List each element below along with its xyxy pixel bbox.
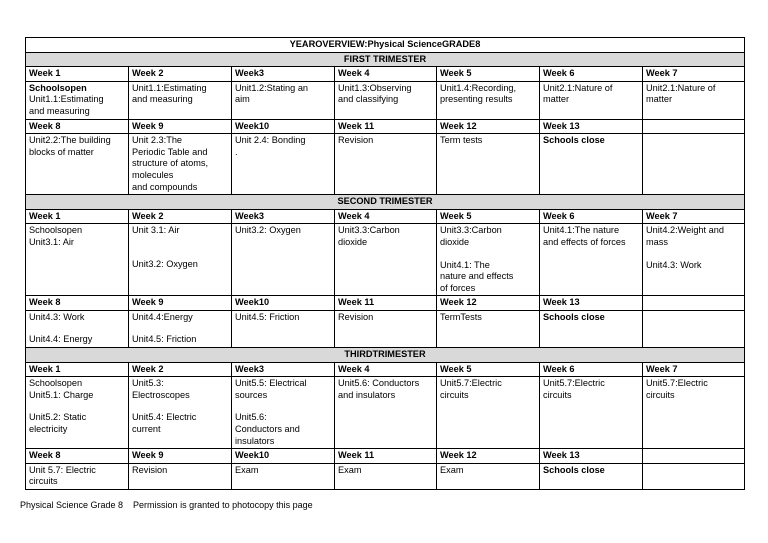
cell-line: structure of atoms, (132, 158, 209, 169)
cell-line: Unit 3.1: Air (132, 225, 180, 236)
cell-spacer (646, 249, 741, 260)
cell-line: Electroscopes (132, 389, 190, 400)
cell-line: Unit5.6: Conductors (338, 378, 420, 389)
cell-line: Schoolsopen (29, 378, 83, 389)
cell-line: Unit2.1:Nature of (543, 82, 613, 93)
week-header: Week 8 (26, 119, 129, 134)
week-header (643, 296, 745, 311)
week-header: Week10 (232, 119, 335, 134)
week-cell (232, 377, 335, 449)
cell-line: TermTests (440, 311, 482, 322)
week-cell (232, 224, 335, 296)
cell-line: Unit4.5: Friction (132, 334, 197, 345)
cell-line: Unit2.1:Nature of (646, 82, 716, 93)
cell-line: Exam (440, 464, 464, 475)
week-header: Week10 (232, 449, 335, 464)
cell-line: insulators (235, 435, 275, 446)
week-cell (129, 81, 232, 119)
cell-line: Unit5.7:Electric (543, 378, 605, 389)
week-cell (437, 377, 540, 449)
cell-line: Unit5.3: (132, 378, 164, 389)
cell-line: dioxide (440, 236, 470, 247)
week-header: Week 2 (129, 67, 232, 82)
cell-line: Unit3.1: Air (29, 236, 74, 247)
week-cell (643, 224, 745, 296)
cell-line: Unit4.2:Weight and (646, 225, 724, 236)
cell-line: Unit5.5: Electrical (235, 378, 307, 389)
cell-line: and classifying (338, 94, 399, 105)
week-cell (26, 224, 129, 296)
week-header: Week 12 (437, 119, 540, 134)
week-cell (643, 377, 745, 449)
week-cell (643, 463, 745, 489)
week-cell (540, 224, 643, 296)
cell-line: Revision (338, 135, 374, 146)
cell-line: Revision (132, 464, 168, 475)
week-cell (437, 463, 540, 489)
cell-line: Unit1.3:Observing (338, 82, 412, 93)
week-cell (335, 377, 437, 449)
week-cell (129, 224, 232, 296)
week-cell (129, 134, 232, 195)
week-content-row (26, 310, 745, 347)
cell-line: Unit5.1: Charge (29, 389, 94, 400)
cell-line: Unit3.3:Carbon (440, 225, 502, 236)
cell-spacer (132, 248, 228, 259)
cell-line: . (235, 146, 238, 157)
page-footer: Physical Science Grade 8 Permission is granted to photocopy this page (20, 500, 313, 510)
week-cell (26, 134, 129, 195)
week-header: Week 5 (437, 209, 540, 224)
cell-line: presenting results (440, 94, 513, 105)
week-header: Week 1 (26, 362, 129, 377)
cell-line: Unit5.4: Electric (132, 412, 197, 423)
week-header (643, 449, 745, 464)
week-cell (26, 463, 129, 489)
cell-line: circuits (29, 476, 58, 487)
week-cell (129, 377, 232, 449)
week-cell (232, 310, 335, 347)
cell-line: circuits (543, 389, 572, 400)
week-header-row (26, 362, 745, 377)
week-cell (26, 377, 129, 449)
cell-line: and measuring (132, 94, 193, 105)
cell-line: of forces (440, 282, 476, 293)
week-header: Week 7 (643, 209, 745, 224)
week-header (643, 119, 745, 134)
cell-line: Unit2.2:The building (29, 135, 111, 146)
week-header: Week 9 (129, 119, 232, 134)
week-cell (232, 81, 335, 119)
cell-line: Unit4.1: The (440, 259, 490, 270)
cell-line: and insulators (338, 389, 396, 400)
week-cell (335, 463, 437, 489)
week-header: Week3 (232, 362, 335, 377)
cell-line: Schools close (543, 135, 605, 146)
week-cell (540, 81, 643, 119)
week-header: Week 13 (540, 449, 643, 464)
week-header: Week 12 (437, 449, 540, 464)
cell-line: Revision (338, 311, 374, 322)
week-header: Week 13 (540, 119, 643, 134)
trimester-row (26, 348, 745, 363)
week-cell (335, 224, 437, 296)
week-cell (335, 134, 437, 195)
cell-line: molecules (132, 169, 174, 180)
week-cell (437, 81, 540, 119)
cell-line: Unit 2.3:The (132, 135, 183, 146)
cell-line: Unit 2.4: Bonding (235, 135, 306, 146)
cell-line: Exam (235, 464, 259, 475)
week-header: Week 7 (643, 67, 745, 82)
cell-line: Schools close (543, 311, 605, 322)
cell-spacer (235, 401, 331, 412)
week-cell (540, 377, 643, 449)
week-header: Week 12 (437, 296, 540, 311)
week-header-row (26, 119, 745, 134)
cell-line: Schools close (543, 464, 605, 475)
cell-line: Unit1.2:Stating an (235, 82, 309, 93)
week-header: Week 6 (540, 209, 643, 224)
cell-spacer (29, 323, 125, 334)
week-content-row (26, 377, 745, 449)
week-header: Week 9 (129, 449, 232, 464)
week-header: Week 9 (129, 296, 232, 311)
week-header: Week 5 (437, 67, 540, 82)
year-overview-table (25, 37, 745, 490)
cell-line: Unit4.4: Energy (29, 334, 93, 345)
week-content-row (26, 463, 745, 489)
cell-line: circuits (440, 389, 469, 400)
week-header: Week10 (232, 296, 335, 311)
cell-spacer (132, 323, 228, 334)
cell-line: Unit4.3: Work (646, 259, 702, 270)
cell-line: blocks of matter (29, 146, 94, 157)
cell-line: matter (646, 94, 673, 105)
week-cell (26, 310, 129, 347)
cell-line: circuits (646, 389, 675, 400)
week-header-row (26, 296, 745, 311)
week-header: Week 11 (335, 296, 437, 311)
week-header: Week 8 (26, 449, 129, 464)
week-header-row (26, 67, 745, 82)
title-row (26, 38, 745, 53)
cell-spacer (29, 401, 125, 412)
trimester-heading: FIRST TRIMESTER (26, 52, 745, 67)
cell-line: Unit1.1:Estimating (132, 82, 207, 93)
week-cell (129, 310, 232, 347)
week-cell (540, 310, 643, 347)
week-header: Week 2 (129, 209, 232, 224)
week-cell (26, 81, 129, 119)
week-header: Week 4 (335, 209, 437, 224)
cell-line: and measuring (29, 105, 90, 116)
cell-line: Unit3.3:Carbon (338, 225, 400, 236)
cell-line: and compounds (132, 181, 198, 192)
cell-line: Unit4.1:The nature (543, 225, 620, 236)
week-cell (643, 134, 745, 195)
trimester-heading: SECOND TRIMESTER (26, 195, 745, 210)
week-header: Week3 (232, 209, 335, 224)
week-header: Week 5 (437, 362, 540, 377)
cell-line: Unit 5.7: Electric (29, 464, 96, 475)
cell-line: Unit4.5: Friction (235, 311, 300, 322)
cell-line: Conductors and (235, 424, 300, 435)
week-cell (437, 310, 540, 347)
week-cell (129, 463, 232, 489)
week-header: Week 13 (540, 296, 643, 311)
week-cell (232, 463, 335, 489)
week-cell (232, 134, 335, 195)
week-header: Week 4 (335, 362, 437, 377)
week-content-row (26, 134, 745, 195)
cell-line: nature and effects (440, 271, 514, 282)
week-header: Week 6 (540, 362, 643, 377)
cell-line: current (132, 424, 161, 435)
cell-line: Exam (338, 464, 362, 475)
cell-line: mass (646, 236, 668, 247)
cell-line: Unit5.2: Static (29, 412, 87, 423)
cell-line: Unit5.7:Electric (440, 378, 502, 389)
week-header: Week 2 (129, 362, 232, 377)
week-header: Week 1 (26, 67, 129, 82)
week-cell (540, 134, 643, 195)
week-cell (643, 81, 745, 119)
cell-line: Unit3.2: Oxygen (235, 225, 301, 236)
cell-line: and effects of forces (543, 236, 626, 247)
cell-line: Unit5.7:Electric (646, 378, 708, 389)
week-cell (643, 310, 745, 347)
cell-spacer (132, 401, 228, 412)
cell-line: Unit4.4:Energy (132, 311, 193, 322)
week-header: Week 1 (26, 209, 129, 224)
week-header: Week3 (232, 67, 335, 82)
week-cell (335, 81, 437, 119)
week-header: Week 4 (335, 67, 437, 82)
week-header-row (26, 449, 745, 464)
week-header-row (26, 209, 745, 224)
cell-line: aim (235, 94, 250, 105)
cell-line: Unit1.4:Recording, (440, 82, 517, 93)
week-header: Week 6 (540, 67, 643, 82)
week-cell (335, 310, 437, 347)
week-header: Week 7 (643, 362, 745, 377)
cell-line: Schoolsopen (29, 82, 87, 93)
cell-line: matter (543, 94, 570, 105)
cell-line: Unit1.1:Estimating (29, 94, 104, 105)
trimester-heading: THIRDTRIMESTER (26, 348, 745, 363)
cell-line: Periodic Table and (132, 146, 208, 157)
cell-line: Unit3.2: Oxygen (132, 258, 198, 269)
week-cell (437, 134, 540, 195)
week-content-row (26, 81, 745, 119)
cell-line: Schoolsopen (29, 225, 83, 236)
cell-line: Unit5.6: (235, 412, 267, 423)
week-header: Week 11 (335, 119, 437, 134)
cell-spacer (440, 249, 536, 260)
cell-line: Term tests (440, 135, 483, 146)
trimester-row (26, 195, 745, 210)
trimester-row (26, 52, 745, 67)
cell-line: dioxide (338, 236, 368, 247)
week-cell (540, 463, 643, 489)
week-header: Week 11 (335, 449, 437, 464)
table-title: YEAROVERVIEW:Physical ScienceGRADE8 (26, 38, 745, 53)
cell-line: electricity (29, 424, 68, 435)
week-content-row (26, 224, 745, 296)
week-cell (437, 224, 540, 296)
cell-line: sources (235, 389, 268, 400)
cell-line: Unit4.3: Work (29, 311, 85, 322)
cell-spacer (132, 237, 228, 248)
week-header: Week 8 (26, 296, 129, 311)
